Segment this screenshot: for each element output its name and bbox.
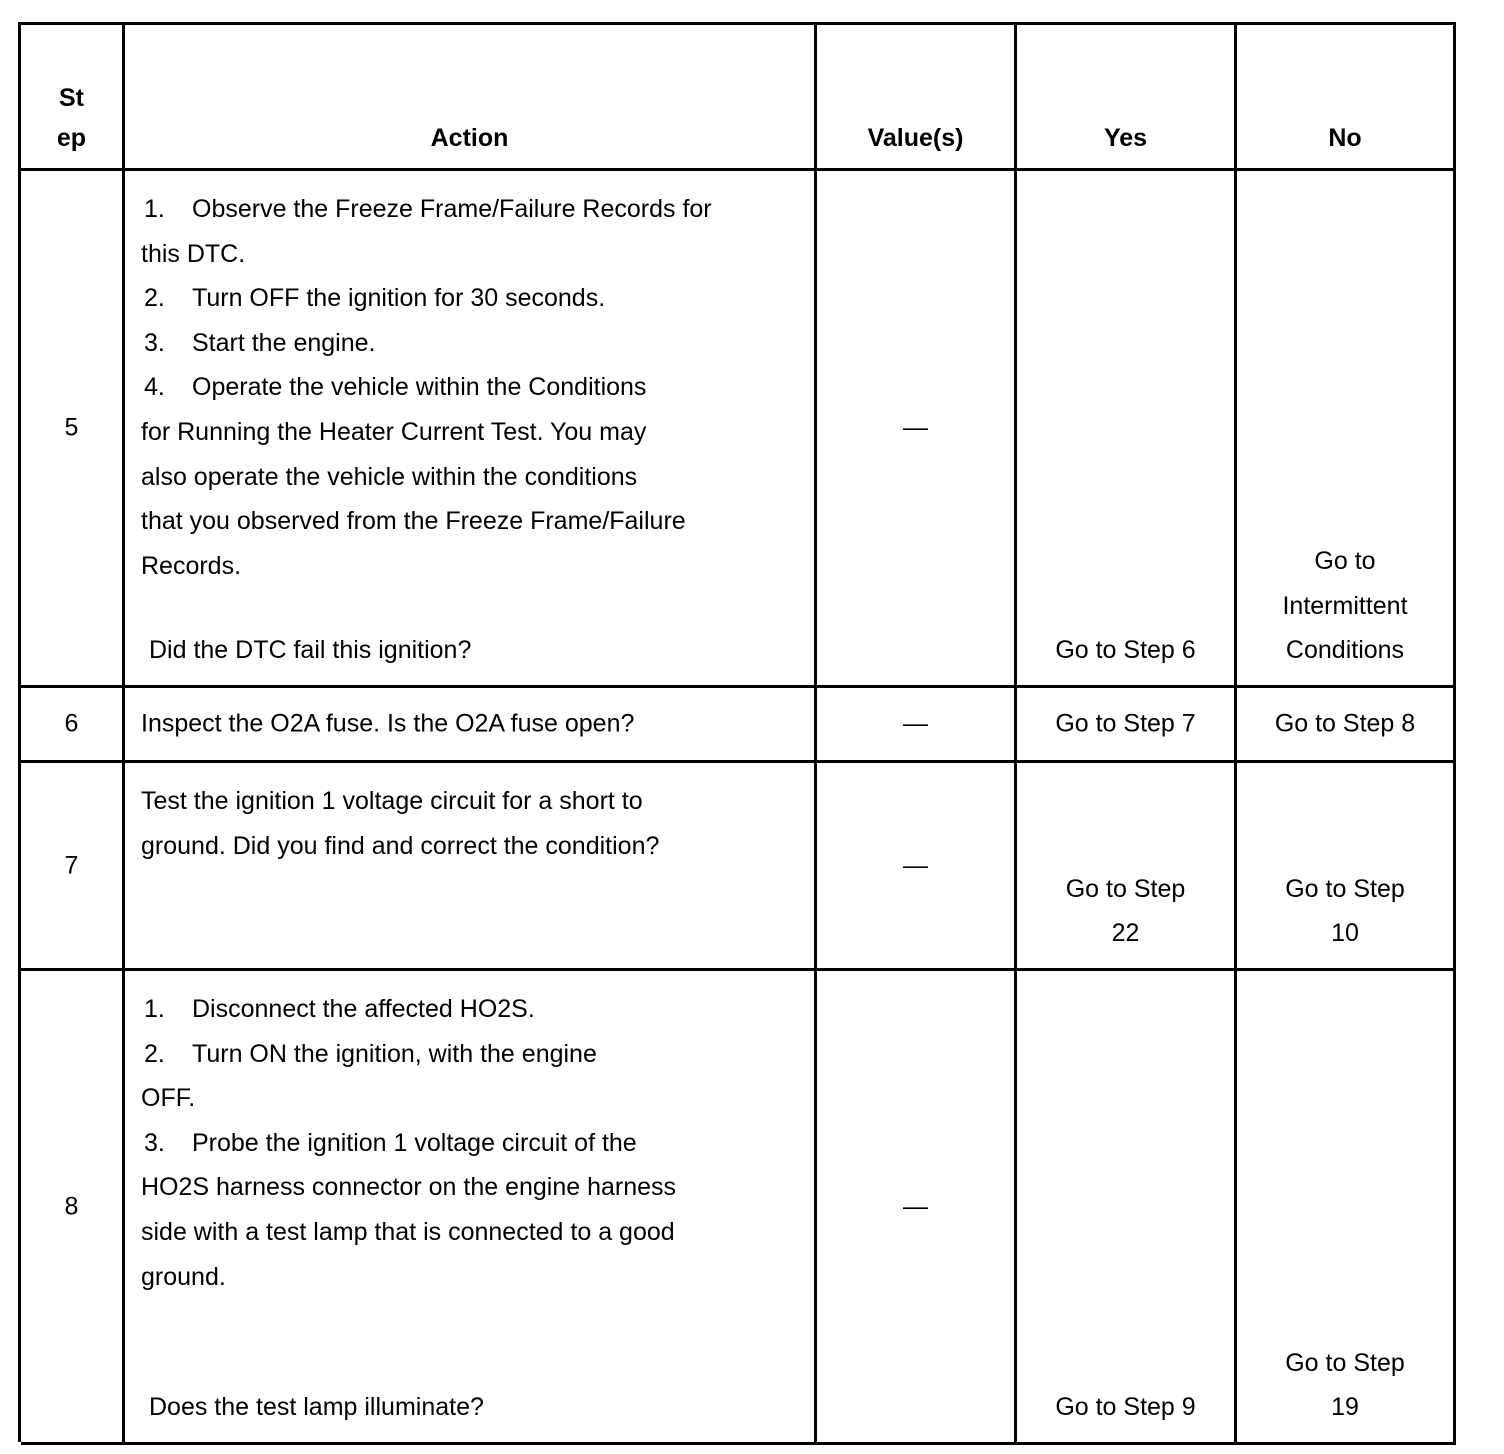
- action-question: Does the test lamp illuminate?: [149, 1393, 484, 1422]
- value-cell: [817, 763, 1017, 968]
- item-text: Operate the vehicle within the Conditions: [192, 373, 647, 402]
- header-no-label: No: [1328, 124, 1362, 152]
- item-number: 2.: [144, 1039, 165, 1068]
- no-link-line: Go to Step: [1285, 1348, 1405, 1377]
- no-link-line: Go to: [1314, 547, 1376, 576]
- action-item-line: side with a test lamp that is connected to a good: [141, 1217, 675, 1246]
- action-item-line: [141, 276, 804, 321]
- header-yes: [1017, 25, 1237, 168]
- no-link-line: Conditions: [1285, 636, 1405, 665]
- item-number: 1.: [144, 195, 165, 223]
- value-cell: [817, 688, 1017, 760]
- action-item-line: [141, 187, 804, 232]
- header-step-line2: ep: [56, 124, 87, 152]
- item-text: Probe the ignition 1 voltage circuit of the: [192, 1128, 637, 1157]
- action-item-line: [141, 1121, 804, 1166]
- step-cell: [21, 688, 125, 760]
- no-cell: [1237, 971, 1456, 1442]
- item-text: Observe the Freeze Frame/Failure Records for: [192, 195, 712, 223]
- action-item-line: for Running the Heater Current Test. You may: [141, 417, 647, 446]
- action-item-line: [141, 1032, 804, 1077]
- action-cell: [125, 971, 817, 1442]
- table-row-step-8: [21, 971, 1456, 1445]
- yes-cell: [1017, 971, 1237, 1442]
- value-dash: —: [903, 1192, 928, 1221]
- action-item-line: HO2S harness connector on the engine harness: [141, 1173, 677, 1202]
- yes-link: Go to Step 9: [1055, 1393, 1196, 1422]
- no-cell: [1237, 763, 1456, 968]
- header-step-line1: St: [59, 84, 84, 112]
- item-text: Start the engine.: [192, 328, 376, 357]
- value-dash: —: [903, 709, 928, 738]
- table-header-row: [21, 25, 1456, 171]
- table-row-step-5: [21, 171, 1456, 688]
- no-link-line: Go to Step: [1285, 874, 1405, 903]
- item-number: 4.: [144, 373, 165, 402]
- header-no: [1237, 25, 1456, 168]
- header-action: [125, 25, 817, 168]
- table-row-step-7: [21, 763, 1456, 971]
- action-item-line: also operate the vehicle within the conditions: [141, 462, 638, 491]
- no-link: Go to Step 8: [1274, 709, 1416, 738]
- action-item-line: this DTC.: [141, 239, 246, 268]
- header-values-label: Value(s): [867, 124, 964, 152]
- action-item-line: OFF.: [141, 1084, 196, 1113]
- header-yes-label: Yes: [1103, 124, 1148, 152]
- no-link-line: Intermittent: [1282, 591, 1408, 620]
- no-cell: [1237, 688, 1456, 760]
- item-text: Disconnect the affected HO2S.: [192, 995, 535, 1023]
- action-cell: [125, 763, 817, 968]
- action-item-line: that you observed from the Freeze Frame/Failure: [141, 507, 686, 536]
- no-cell: [1237, 171, 1456, 685]
- item-number: 3.: [144, 1128, 165, 1157]
- action-cell: [125, 688, 817, 760]
- value-dash: —: [903, 413, 928, 442]
- item-text: Turn ON the ignition, with the engine: [192, 1039, 597, 1068]
- action-cell: [125, 171, 817, 685]
- header-action-label: Action: [430, 124, 509, 152]
- diagnostic-table: [18, 22, 1456, 1442]
- action-item-line: [141, 365, 804, 410]
- item-text: Turn OFF the ignition for 30 seconds.: [192, 284, 606, 313]
- action-text: Inspect the O2A fuse. Is the O2A fuse open?: [141, 709, 635, 738]
- item-number: 2.: [144, 284, 165, 313]
- value-cell: [817, 171, 1017, 685]
- table-row-step-6: [21, 688, 1456, 763]
- action-line: ground. Did you find and correct the condition?: [141, 831, 660, 860]
- step-cell: [21, 971, 125, 1442]
- yes-link: Go to Step 6: [1055, 636, 1196, 665]
- step-number: 7: [64, 851, 79, 880]
- action-item-line: [141, 321, 804, 366]
- step-number: 8: [64, 1192, 79, 1221]
- step-number: 6: [64, 709, 79, 738]
- header-values: [817, 25, 1017, 168]
- yes-link-line: 22: [1111, 919, 1140, 948]
- value-dash: —: [903, 851, 928, 880]
- item-number: 1.: [144, 995, 165, 1023]
- yes-link-line: Go to Step: [1065, 874, 1186, 903]
- action-item-line: [141, 987, 804, 1032]
- step-cell: [21, 763, 125, 968]
- value-cell: [817, 971, 1017, 1442]
- action-line: Test the ignition 1 voltage circuit for a short to: [141, 787, 643, 815]
- yes-cell: [1017, 171, 1237, 685]
- step-cell: [21, 171, 125, 685]
- header-step: [21, 25, 125, 168]
- no-link-line: 10: [1331, 919, 1359, 948]
- yes-cell: [1017, 763, 1237, 968]
- action-item-line: Records.: [141, 551, 242, 580]
- action-question: Did the DTC fail this ignition?: [149, 636, 472, 665]
- yes-link: Go to Step 7: [1055, 709, 1196, 738]
- step-number: 5: [64, 413, 79, 442]
- no-link-line: 19: [1331, 1393, 1359, 1422]
- yes-cell: [1017, 688, 1237, 760]
- action-item-line: ground.: [141, 1262, 226, 1291]
- item-number: 3.: [144, 328, 165, 357]
